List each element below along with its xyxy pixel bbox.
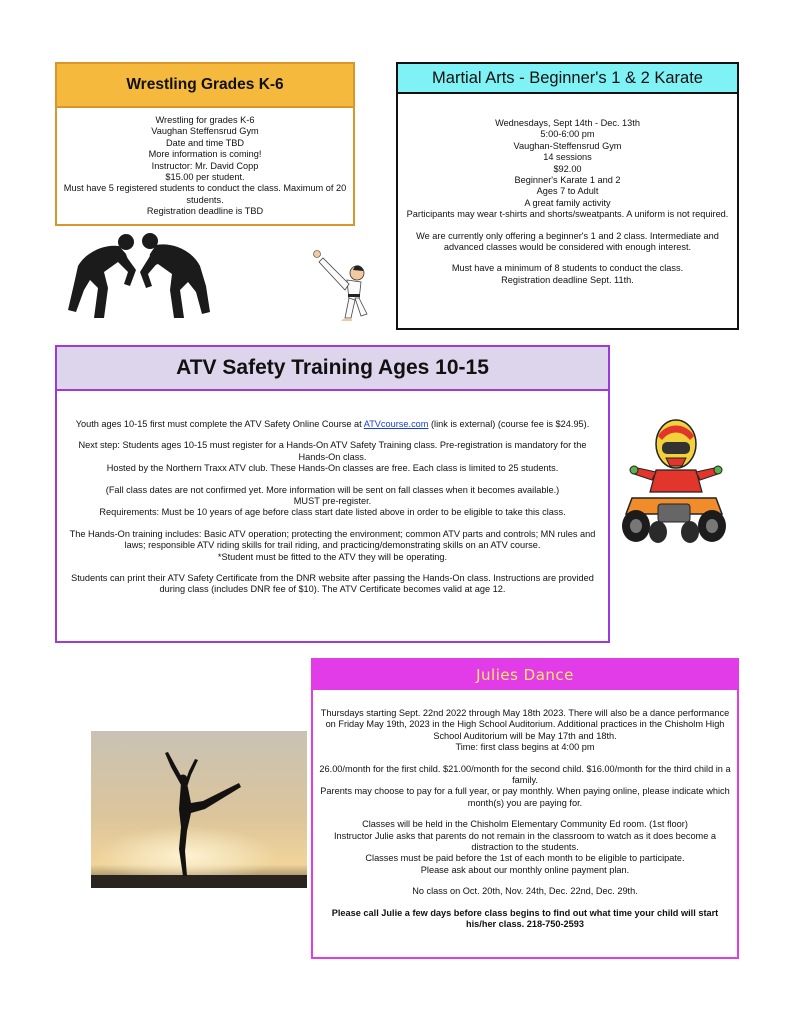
dance-contact: Please call Julie a few days before class begins to find out what time your child will start his/her class. 218-750-2593	[331, 907, 719, 930]
karate-line: Participants may wear t-shirts and shorts/sweatpants. A uniform is not required.	[406, 209, 729, 220]
atv-preregister: MUST pre-register.	[293, 496, 372, 507]
atv-next-step: Next step: Students ages 10-15 must register for a Hands-On ATV Safety Training class. Pre-registration is mandatory for the Hands-On class.	[78, 440, 587, 462]
dance-details	[313, 690, 737, 931]
dance-location: Classes will be held in the Chisholm Elementary Community Ed room. (1st floor)	[362, 819, 688, 830]
atv-card	[55, 345, 610, 643]
karate-card	[396, 62, 739, 330]
wrestlers-silhouette-icon	[64, 232, 214, 327]
wrestling-line: Instructor: Mr. David Copp	[151, 160, 259, 171]
karate-line: 14 sessions	[543, 152, 592, 163]
dancer-silhouette-photo	[91, 731, 307, 888]
karate-line: A great family activity	[524, 197, 611, 208]
dance-payment-plan: Please ask about our monthly online payment plan.	[420, 864, 630, 875]
dance-no-class-dates: No class on Oct. 20th, Nov. 24th, Dec. 22nd, Dec. 29th.	[412, 886, 638, 897]
karate-line: Ages 7 to Adult	[536, 186, 599, 197]
karate-kick-icon	[305, 240, 371, 322]
atv-host: Hosted by the Northern Traxx ATV club. These Hands-On classes are free. Each class is limited to 25 students.	[106, 463, 559, 474]
karate-line: Vaughan-Steffensrud Gym	[513, 140, 622, 151]
dance-payment-options: Parents may choose to pay for a full year, or pay monthly. When paying online, please indicate which month(s) you are paying for.	[320, 786, 730, 808]
atv-online-course-fee: (link is external) (course fee is $24.95).	[428, 419, 590, 429]
wrestling-card	[55, 62, 355, 226]
atv-fall-dates: (Fall class dates are not confirmed yet. More information will be sent on fall classes when it becomes available.)	[105, 484, 560, 495]
karate-deadline: Registration deadline Sept. 11th.	[501, 274, 634, 285]
karate-line: $92.00	[553, 163, 582, 174]
atv-rider-icon	[618, 418, 730, 546]
dance-card	[311, 658, 739, 959]
wrestling-details	[57, 108, 353, 218]
karate-offering-note: We are currently only offering a beginner's 1 and 2 class. Intermediate and advanced classes would be considered with enough interest.	[416, 230, 719, 253]
karate-line: Beginner's Karate 1 and 2	[514, 175, 621, 186]
karate-line: Wednesdays, Sept 14th - Dec. 13th	[495, 118, 640, 128]
wrestling-line: $15.00 per student.	[165, 172, 245, 183]
atv-online-course	[63, 419, 602, 430]
karate-title: Martial Arts - Beginner's 1 & 2 Karate	[398, 64, 737, 94]
dance-parent-note: Instructor Julie asks that parents do not remain in the classroom to watch as it does become a distraction to the students.	[334, 830, 716, 853]
dance-time: Time: first class begins at 4:00 pm	[455, 742, 595, 753]
atv-fitting-note: *Student must be fitted to the ATV they will be operating.	[217, 551, 448, 562]
wrestling-line: More information is coming!	[148, 149, 262, 160]
atv-title: ATV Safety Training Ages 10-15	[57, 347, 608, 391]
dance-pricing: 26.00/month for the first child. $21.00/month for the second child. $16.00/month for the third child in a family.	[319, 763, 731, 786]
atv-certificate: Students can print their ATV Safety Certificate from the DNR website after passing the Hands-On class. Instructions are provided during class (includes DNR fee of $10). The ATV Certificate becomes valid at age 12.	[71, 573, 594, 595]
karate-details	[398, 94, 737, 286]
wrestling-line: Wrestling for grades K-6	[155, 115, 255, 125]
wrestling-title: Wrestling Grades K-6	[57, 64, 353, 108]
atvcourse-link[interactable]: ATVcourse.com	[363, 419, 429, 429]
dance-title: Julies Dance	[313, 660, 737, 690]
karate-line: 5:00-6:00 pm	[540, 129, 595, 140]
wrestling-line: Date and time TBD	[166, 137, 244, 148]
karate-minimum-note: Must have a minimum of 8 students to conduct the class.	[451, 263, 684, 274]
atv-online-course-text: Youth ages 10-15 first must complete the ATV Safety Online Course at	[75, 419, 364, 429]
atv-details	[57, 391, 608, 596]
wrestling-line: Must have 5 registered students to conduct the class. Maximum of 20 students.	[63, 183, 347, 205]
dance-schedule: Thursdays starting Sept. 22nd 2022 through May 18th 2023. There will also be a dance performance on Friday May 19th, 2023 in the High School Auditorium. Additional practices in the Chisholm High School Auditorium will be May 17th and 18th.	[320, 708, 730, 741]
wrestling-line: Registration deadline is TBD	[146, 206, 264, 217]
atv-requirements: Requirements: Must be 10 years of age before class start date listed above in order to be eligible to take this class.	[99, 507, 566, 518]
dance-payment-deadline: Classes must be paid before the 1st of each month to be eligible to participate.	[365, 853, 685, 864]
atv-training-includes: The Hands-On training includes: Basic ATV operation; protecting the environment; common ATV parts and controls; MN rules and laws; responsible ATV riding skills for trail riding, and practicing/demonstrating skills on an ATV course.	[69, 528, 596, 551]
wrestling-line: Vaughan Steffensrud Gym	[151, 126, 259, 137]
